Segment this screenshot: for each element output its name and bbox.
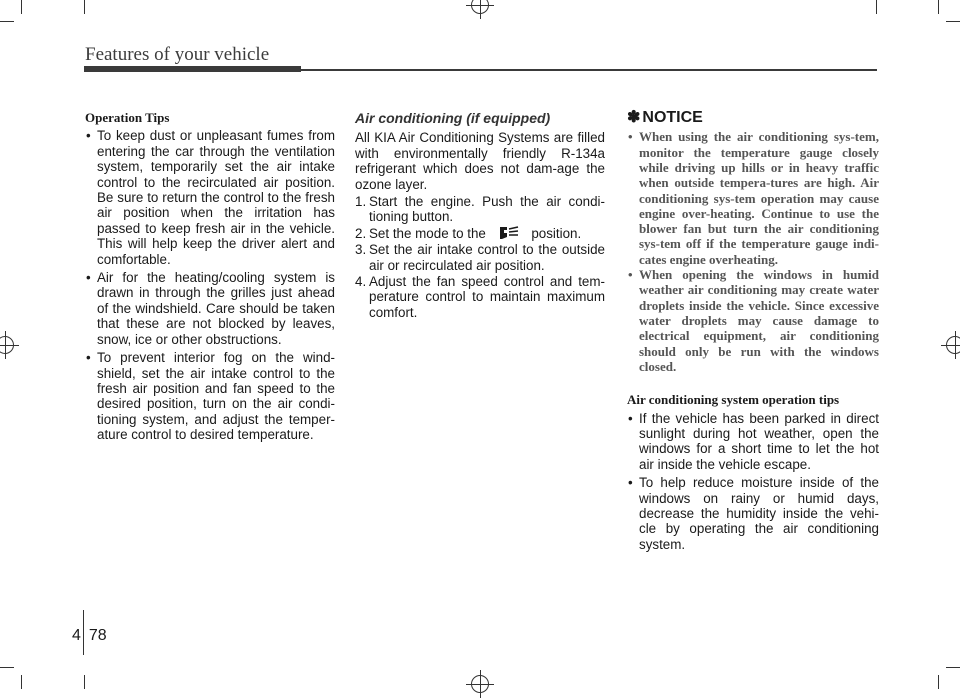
list-item: • When opening the windows in humid weather air conditioning may create water droplets inside the vehicle. Since excessive water droplets may cause damage to electrical equipment, air conditioning should only be run with the windows closed. (627, 267, 879, 374)
header-rule (301, 69, 877, 71)
step-number: 1. (355, 194, 367, 210)
section-heading: Air conditioning (if equipped) (355, 110, 551, 126)
list-item: • When using the air conditioning sys-tem, monitor the temperature gauge closely while driving up hills or in heavy traffic when outside tempera-tures are high. Air conditioning sys-tem operation may cause engine over-heating. Continue to use the blower fan but turn the air conditioning sys-tem off if the temperature gauge indi-cates engine overheating. (627, 129, 879, 267)
registration-mark-right (946, 336, 960, 354)
intro-paragraph: All KIA Air Conditioning Systems are filled with environmentally friendly R-134a refrigerant which does not dam-age the ozone layer. (355, 130, 605, 192)
crop-mark (938, 675, 939, 689)
section-heading: Operation Tips (85, 110, 170, 125)
crop-mark (84, 675, 85, 689)
steps-list (355, 194, 605, 320)
registration-mark-bottom (471, 675, 489, 693)
column-notice (627, 110, 879, 555)
notice-list (627, 129, 879, 374)
list-item: • To prevent interior fog on the wind-shield, set the air intake control to the fresh air position and fan speed to the desired position, turn on the air condi-tioning system, and adjust the temper-ature control to desired temperature. (85, 350, 335, 442)
list-item: • If the vehicle has been parked in direct sunlight during hot weather, open the windows for a short time to let the hot air inside the vehicle escape. (627, 411, 879, 473)
list-item (355, 274, 605, 320)
notice-star-icon: ✽ (627, 109, 641, 126)
tips-list (85, 128, 335, 442)
step-number: 4. (355, 274, 367, 290)
list-item (355, 226, 605, 241)
crop-mark (876, 0, 877, 14)
header-bar (84, 66, 301, 72)
chapter-number: 4 (72, 627, 81, 644)
crop-mark (21, 675, 22, 689)
crop-mark (938, 0, 939, 14)
step-text: position. (531, 225, 582, 241)
registration-mark-left (0, 336, 14, 354)
step-text: Set the mode to the (369, 225, 486, 241)
step-text: Set the air intake control to the outside air or recirculated air position. (369, 242, 605, 273)
step-text: Start the engine. Push the air condi-tioning button. (369, 194, 605, 225)
crop-mark (0, 21, 14, 22)
list-item: • To help reduce moisture inside of the windows on rainy or humid days, decrease the humidity inside the vehi-cle by operating the air conditioning system. (627, 475, 879, 552)
list-item (355, 242, 605, 273)
list-item: • To keep dust or unpleasant fumes from entering the car through the ventilation system, temporarily set the air intake control to the recirculated air position. Be sure to return the control to the fresh air position when the irritation has passed to keep fresh air in the vehicle. This will help keep the driver alert and comfortable. (85, 128, 335, 267)
column-air-conditioning (355, 110, 605, 321)
step-number: 2. (355, 225, 367, 241)
crop-mark (0, 667, 14, 668)
column-operation-tips (85, 110, 335, 446)
list-item (355, 194, 605, 225)
notice-title: NOTICE (642, 109, 703, 126)
section-heading: Air conditioning system operation tips (627, 392, 840, 408)
page-header-title: Features of your vehicle (85, 44, 270, 65)
crop-mark (946, 21, 960, 22)
crop-mark (946, 667, 960, 668)
page-number (72, 627, 107, 645)
face-mode-icon (498, 226, 520, 240)
tips-list (627, 411, 879, 553)
step-number: 3. (355, 242, 367, 258)
list-item: • Air for the heating/cooling system is drawn in through the grilles just ahead of the windshield. Care should be taken that these are not blocked by leaves, snow, ice or other obstructions. (85, 270, 335, 347)
page-number-value: 78 (88, 627, 107, 644)
crop-mark (84, 0, 85, 14)
registration-mark-top (471, 0, 489, 14)
crop-mark (21, 0, 22, 14)
notice-heading (627, 110, 879, 125)
step-text: Adjust the fan speed control and tem-perature control to maintain maximum comfort. (369, 274, 605, 320)
